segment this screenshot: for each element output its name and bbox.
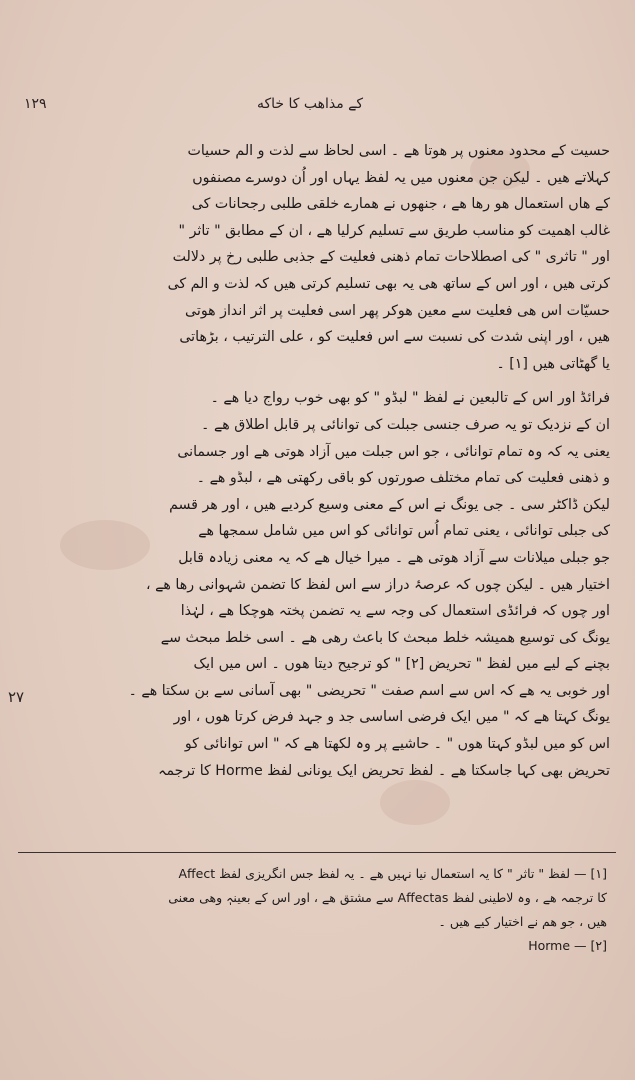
body-text [38, 138, 610, 792]
text-line: اختیار هیں ۔ لیکن چوں کہ عرصۂ دراز سے اس لفظ کا تضمن شہوانی رها هے ، [146, 576, 610, 593]
text-line: غالب اهمیت کو مناسب طریق سے تسلیم کرلیا هے ، ان کے مطابق " تاثر " [178, 222, 610, 239]
running-title: کے مذاهب کا خاکه [256, 96, 364, 112]
text-line: کہلاتے هیں ۔ لیکن جن معنوں میں یہ لفظ یہاں اور اُن دوسرے مصنفوں [192, 169, 610, 186]
text-line: جو جبلی میلانات سے آزاد هوتی هے ۔ میرا خیال هے کہ یہ معنی زیادہ قابل [178, 549, 610, 566]
text-line: یونگ کی توسیع همیشہ خلط مبحث کا باعث رهی هے ۔ اسی خلط مبحث سے [160, 629, 610, 646]
text-line: اور چوں کہ فرائڈی استعمال کی وجہ سے یہ تضمن پختہ هوچکا هے ، لہٰذا [180, 603, 610, 620]
footnote-line: کا ترجمہ هے ، وہ لاطینی لفظ Affectas سے مشتق هے ، اور اس کے بعینہٖ وهی معنی [168, 890, 607, 905]
text-line: کے هاں استعمال هو رها هے ، جنھوں نے همارے خلقی طلبی رجحانات کی [191, 196, 610, 213]
text-line: تحریض بھی کہا جاسکتا هے ۔ لفظ تحریض ایک یونانی لفظ Horme کا ترجمہ [158, 762, 610, 779]
text-line: اور " تاثری " کی اصطلاحات تمام ذهنی فعلیت کے جذبی طلبی رخ پر دلالت [172, 249, 610, 266]
paragraph [38, 385, 610, 784]
text-line: لیکن ڈاکٹر سی ۔ جی یونگ نے اس کے معنی وسیع کردیے هیں ، اور هر قسم [169, 496, 610, 513]
text-line: ان کے نزدیک تو یہ صرف جنسی جبلت کی توانائی پر قابل اطلاق هے ۔ [201, 416, 610, 433]
text-line: بچنے کے لیے میں لفظ " تحریض [۲] " کو ترجیح دیتا هوں ۔ اس میں ایک [193, 656, 610, 673]
text-line: اس کو میں لبڈو کہتا هوں " ۔ حاشیے پر وہ لکھتا هے کہ " اس توانائی کو [184, 736, 610, 753]
text-line: حسیّات اس هی فعلیت سے معین هوکر پھر اسی فعلیت پر اثر انداز هوتی [185, 302, 610, 319]
paragraph [38, 138, 610, 377]
margin-number: ۲۷ [8, 688, 25, 706]
footnote-line: هیں ، جو هم نے اختیار کیے هیں ۔ [438, 914, 607, 929]
text-line: یعنی یہ کہ وہ تمام توانائی ، جو اس جبلت میں آزاد هوتی هے اور جسمانی [177, 443, 610, 460]
footnote-line: [۲] — Horme [528, 938, 607, 953]
page-header [0, 92, 635, 122]
text-line: اور خوبی یہ هے کہ اس سے اسم صفت " تحریضی " بھی آسانی سے بن سکتا هے ۔ [128, 682, 610, 699]
text-line: و ذهنی فعلیت کی تمام مختلف صورتوں کو باقی رکھتی هے ، لبڈو هے ۔ [196, 470, 610, 487]
footnote-line: [۱] — لفظ " تاثر " کا یہ استعمال نیا نہیں هے ۔ یہ لفظ جس انگریزی لفظ Affect [178, 866, 607, 881]
text-line: یا گھٹاتی هیں [۱] ۔ [496, 355, 610, 372]
text-line: حسیت کے محدود معنوں پر هوتا هے ۔ اسی لحاظ سے لذت و الم حسیات [187, 143, 610, 159]
page-number: ۱۲۹ [24, 96, 47, 112]
footnotes [32, 862, 607, 958]
text-line: یونگ کہتا هے کہ " میں ایک فرضی اساسی جد و جہد فرض کرتا هوں ، اور [173, 709, 610, 726]
text-line: هیں ، اور اپنی شدت کی نسبت سے اس فعلیت کو ، علی الترتیب ، بڑھاتی [179, 329, 610, 346]
text-line: کی جبلی توانائی ، یعنی تمام اُس توانائی کو اس میں شامل سمجھا هے [198, 523, 610, 540]
text-line: فرائڈ اور اس کے تالبعین نے لفظ " لبڈو " کو بھی خوب رواج دیا هے ۔ [210, 390, 610, 407]
footnote-divider [18, 852, 616, 853]
text-line: کرتی هیں ، اور اس کے ساتھ هی یہ بھی تسلیم کرتی هیں کہ لذت و الم کی [167, 275, 610, 292]
